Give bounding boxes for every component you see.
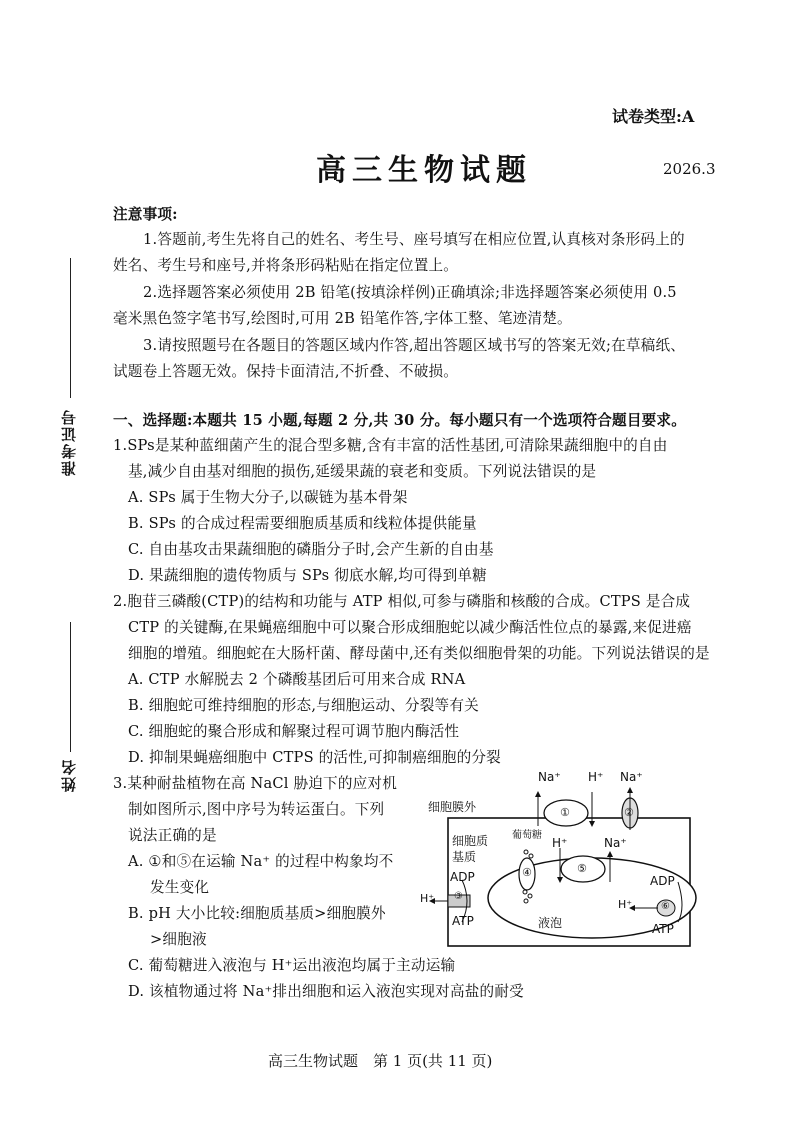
q3-stem: 制如图所示,图中序号为转运蛋白。下列	[128, 801, 385, 818]
page-footer: 高三生物试题 第 1 页(共 11 页)	[268, 1052, 493, 1070]
q3-option-d: D. 该植物通过将 Na⁺排出细胞和运入液泡实现对高盐的耐受	[128, 983, 524, 1000]
number-6: ⑥	[661, 901, 670, 912]
q3-stem: 3.某种耐盐植物在高 NaCl 胁迫下的应对机	[113, 775, 398, 792]
name-label: 姓名	[60, 758, 78, 792]
number-4: ④	[522, 866, 532, 879]
section-heading: 一、选择题:本题共 15 小题,每题 2 分,共 30 分。每小题只有一个选项符合题目要求。	[113, 412, 687, 429]
h-label: H⁺	[588, 770, 604, 784]
notice-line: 试题卷上答题无效。保持卡面清洁,不折叠、不破损。	[113, 363, 459, 380]
adp-label: ADP	[450, 870, 475, 884]
name-line	[70, 622, 71, 752]
q2-stem: 细胞的增殖。细胞蛇在大肠杆菌、酵母菌中,还有类似细胞骨架的功能。下列说法错误的是	[128, 645, 710, 662]
h-label: H⁺	[420, 892, 435, 905]
q2-option-a: A. CTP 水解脱去 2 个磷酸基团后可用来合成 RNA	[128, 671, 466, 688]
outside-label: 细胞膜外	[428, 800, 477, 814]
exam-id-label: 准考证号	[60, 408, 78, 476]
q3-option-b-cont: >细胞液	[150, 931, 207, 948]
notice-line: 2.选择题答案必须使用 2B 铅笔(按填涂样例)正确填涂;非选择题答案必须使用 0.5	[143, 284, 677, 301]
glucose-label: 葡萄糖	[512, 830, 542, 841]
atp-label: ATP	[452, 914, 474, 928]
na-label: Na⁺	[538, 770, 561, 784]
paper-type: 试卷类型:A	[612, 107, 695, 126]
cytoplasm-label: 细胞质	[452, 834, 489, 848]
number-1: ①	[560, 806, 570, 819]
q1-option-a: A. SPs 属于生物大分子,以碳链为基本骨架	[128, 489, 408, 506]
notice-line: 3.请按照题号在各题目的答题区域内作答,超出答题区域书写的答案无效;在草稿纸、	[143, 337, 686, 354]
q3-option-b: B. pH 大小比较:细胞质基质>细胞膜外	[128, 905, 386, 922]
number-5: ⑤	[577, 862, 587, 875]
q2-option-b: B. 细胞蛇可维持细胞的形态,与细胞运动、分裂等有关	[128, 697, 479, 714]
q3-stem: 说法正确的是	[128, 827, 217, 844]
q1-option-c: C. 自由基攻击果蔬细胞的磷脂分子时,会产生新的自由基	[128, 541, 494, 558]
q1-option-d: D. 果蔬细胞的遗传物质与 SPs 彻底水解,均可得到单糖	[128, 567, 487, 584]
q3-option-a: A. ①和⑤在运输 Na⁺ 的过程中构象均不	[128, 853, 394, 870]
atp-label: ATP	[652, 922, 674, 936]
na-label: Na⁺	[620, 770, 643, 784]
q3-option-a-cont: 发生变化	[150, 879, 210, 896]
notice-line: 姓名、考生号和座号,并将条形码粘贴在指定位置上。	[113, 257, 459, 274]
na-label: Na⁺	[604, 836, 627, 850]
h-label: H⁺	[618, 898, 633, 911]
q1-stem: 1.SPs是某种蓝细菌产生的混合型多糖,含有丰富的活性基团,可清除果蔬细胞中的自由	[113, 437, 668, 454]
h-label: H⁺	[552, 836, 568, 850]
transport-diagram	[420, 770, 700, 950]
page-title: 高三生物试题	[316, 153, 532, 188]
notice-heading: 注意事项:	[113, 206, 178, 223]
adp-label: ADP	[650, 874, 675, 888]
number-2: ②	[624, 806, 634, 819]
q1-option-b: B. SPs 的合成过程需要细胞质基质和线粒体提供能量	[128, 515, 477, 532]
notice-line: 1.答题前,考生先将自己的姓名、考生号、座号填写在相应位置,认真核对条形码上的	[143, 231, 685, 248]
q3-option-c: C. 葡萄糖进入液泡与 H⁺运出液泡均属于主动运输	[128, 957, 456, 974]
exam-id-line	[70, 258, 71, 398]
q2-stem: 2.胞苷三磷酸(CTP)的结构和功能与 ATP 相似,可参与磷脂和核酸的合成。CTPS 是合成	[113, 593, 691, 610]
q1-stem: 基,减少自由基对细胞的损伤,延缓果蔬的衰老和变质。下列说法错误的是	[128, 463, 597, 480]
q2-option-c: C. 细胞蛇的聚合形成和解聚过程可调节胞内酶活性	[128, 723, 460, 740]
exam-date: 2026.3	[663, 160, 716, 178]
q2-stem: CTP 的关键酶,在果蝇癌细胞中可以聚合形成细胞蛇以减少酶活性位点的暴露,来促进癌	[128, 619, 692, 636]
q2-option-d: D. 抑制果蝇癌细胞中 CTPS 的活性,可抑制癌细胞的分裂	[128, 749, 501, 766]
number-3: ③	[454, 891, 463, 902]
cytoplasm-label: 基质	[452, 850, 477, 864]
notice-line: 毫米黑色签字笔书写,绘图时,可用 2B 铅笔作答,字体工整、笔迹清楚。	[113, 310, 572, 327]
vacuole-label: 液泡	[538, 916, 563, 930]
